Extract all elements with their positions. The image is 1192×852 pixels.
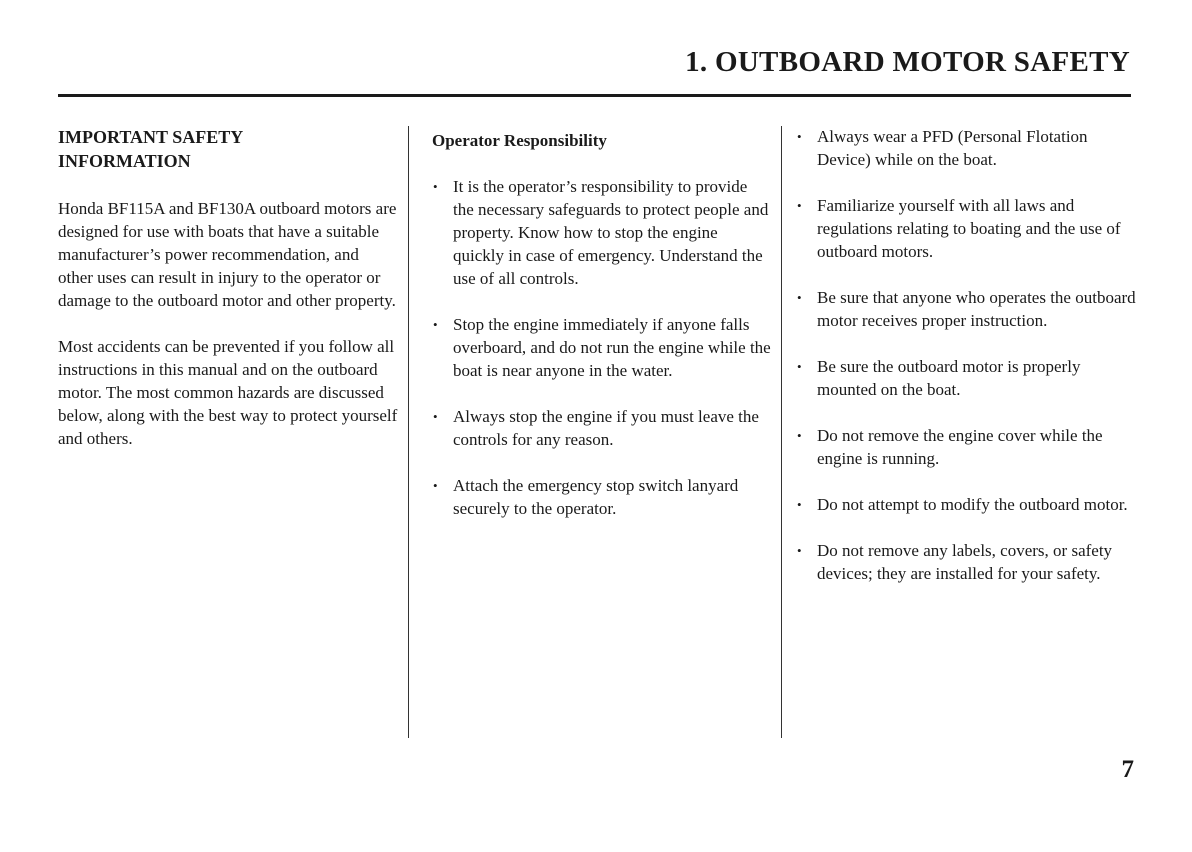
bullet-icon: •	[433, 317, 438, 332]
page-number: 7	[1121, 756, 1134, 783]
list-item	[796, 424, 1136, 470]
list-item-text: Be sure that anyone who operates the outboard motor receives proper instruction.	[817, 288, 1136, 330]
bullet-icon: •	[797, 543, 802, 558]
bullet-icon: •	[797, 359, 802, 374]
list-item	[796, 194, 1136, 263]
page-title: 1. OUTBOARD MOTOR SAFETY	[685, 46, 1130, 78]
title-rule	[58, 94, 1131, 97]
bullet-icon: •	[433, 179, 438, 194]
list-item	[796, 355, 1136, 401]
list-item-text: Always stop the engine if you must leave the controls for any reason.	[453, 407, 759, 449]
list-item-text: Familiarize yourself with all laws and regulations relating to boating and the use of outboard motors.	[817, 196, 1121, 261]
right-column	[796, 125, 1136, 608]
bullet-icon: •	[433, 409, 438, 424]
column-divider-left	[408, 126, 409, 738]
left-column	[58, 125, 398, 473]
bullet-icon: •	[797, 290, 802, 305]
list-item-text: Stop the engine immediately if anyone falls overboard, and do not run the engine while the boat is near anyone in the water.	[453, 315, 771, 380]
list-item-text: It is the operator’s responsibility to provide the necessary safeguards to protect people and property. Know how to stop the engine quickly in case of emergency. Understand the use of all controls.	[453, 177, 769, 288]
bullet-icon: •	[797, 198, 802, 213]
list-item-text: Always wear a PFD (Personal Flotation Device) while on the boat.	[817, 127, 1088, 169]
list-item-text: Do not attempt to modify the outboard motor.	[817, 495, 1128, 514]
list-item	[796, 493, 1136, 516]
list-item-text: Be sure the outboard motor is properly mounted on the boat.	[817, 357, 1081, 399]
list-item	[796, 286, 1136, 332]
list-item	[796, 539, 1136, 585]
bullet-icon: •	[797, 129, 802, 144]
middle-column	[432, 125, 772, 543]
list-item-text: Do not remove the engine cover while the engine is running.	[817, 426, 1103, 468]
operator-responsibility-heading: Operator Responsibility	[432, 131, 607, 150]
bullet-icon: •	[797, 497, 802, 512]
accidents-paragraph: Most accidents can be prevented if you follow all instructions in this manual and on the outboard motor. The most common hazards are discussed below, along with the best way to protect yourself and others.	[58, 337, 398, 448]
list-item	[432, 313, 772, 382]
safety-rules-list	[796, 125, 1136, 585]
list-item	[432, 175, 772, 290]
list-item	[432, 405, 772, 451]
bullet-icon: •	[797, 428, 802, 443]
bullet-icon: •	[433, 478, 438, 493]
list-item	[432, 474, 772, 520]
column-divider-right	[781, 126, 782, 738]
list-item-text: Do not remove any labels, covers, or safety devices; they are installed for your safety.	[817, 541, 1113, 583]
important-safety-heading: IMPORTANT SAFETY INFORMATION	[58, 127, 243, 171]
intro-paragraph: Honda BF115A and BF130A outboard motors are designed for use with boats that have a suitable manufacturer’s power recommendation, and other uses can result in injury to the operator or damage to the outboard motor and other property.	[58, 199, 397, 310]
list-item	[796, 125, 1136, 171]
list-item-text: Attach the emergency stop switch lanyard securely to the operator.	[453, 476, 739, 518]
operator-responsibility-list	[432, 175, 772, 520]
